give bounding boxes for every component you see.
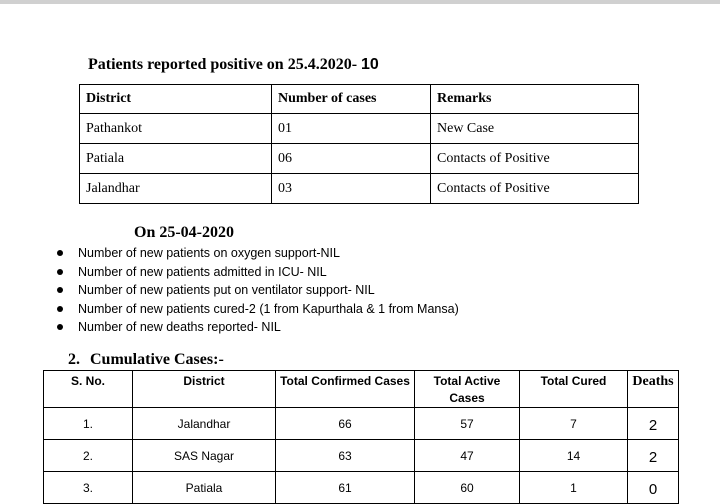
table-cell: Contacts of Positive [431,174,639,204]
list-item [57,318,459,337]
table-cell: 66 [276,408,415,440]
table-cell: 14 [520,440,628,472]
table-header-row [80,85,639,114]
bullet-icon [57,250,63,256]
table-cell: Patiala [80,144,272,174]
column-header: Total Confirmed Cases [276,371,415,408]
table-cell: 1 [520,472,628,504]
bullet-icon [57,306,63,312]
list-item [57,263,459,282]
list-item-text: Number of new patients on oxygen support-NIL [78,246,340,260]
column-header: Total Cured [520,371,628,408]
daily-positive-count: 10 [361,56,379,73]
table-cell: Contacts of Positive [431,144,639,174]
cumulative-heading [68,351,224,369]
table-cell: 2 [628,440,679,472]
table-cell: 2 [628,408,679,440]
table-cell: New Case [431,114,639,144]
daily-positive-title: Patients reported positive on 25.4.2020- [88,56,358,73]
list-item [57,244,459,263]
table-cell: 61 [276,472,415,504]
table-row [44,440,679,472]
table-cell: 0 [628,472,679,504]
column-header: District [80,85,272,114]
table-cell: 03 [272,174,431,204]
table-cell: Pathankot [80,114,272,144]
bullet-icon [57,324,63,330]
column-header: Remarks [431,85,639,114]
table-cell: 60 [415,472,520,504]
list-item-text: Number of new patients put on ventilator support- NIL [78,283,375,297]
bullet-icon [57,269,63,275]
table-cell: 63 [276,440,415,472]
table-cell: 01 [272,114,431,144]
table-cell: SAS Nagar [133,440,276,472]
column-header: S. No. [44,371,133,408]
cumulative-title: Cumulative Cases:- [90,351,224,368]
column-header: Number of cases [272,85,431,114]
table-cell: 2. [44,440,133,472]
daily-positive-heading [88,56,379,74]
list-item-text: Number of new patients admitted in ICU- NIL [78,264,327,279]
section-number: 2. [68,351,80,368]
bullet-icon [57,287,63,293]
table-row [44,408,679,440]
list-item [57,281,459,300]
table-cell: 3. [44,472,133,504]
cumulative-table [43,370,679,504]
daily-status-list [57,244,459,337]
table-row [80,144,639,174]
table-row [80,174,639,204]
list-item [57,300,459,319]
table-cell: 1. [44,408,133,440]
table-row [44,472,679,504]
column-header: Deaths [628,371,679,408]
table-cell: Jalandhar [133,408,276,440]
top-border-line [0,0,720,4]
daily-positive-table [79,84,639,204]
table-cell: Jalandhar [80,174,272,204]
table-cell: Patiala [133,472,276,504]
table-cell: 57 [415,408,520,440]
table-row [80,114,639,144]
list-item-text: Number of new deaths reported- NIL [78,320,281,334]
column-header: District [133,371,276,408]
date-heading: On 25-04-2020 [134,224,234,241]
table-cell: 7 [520,408,628,440]
table-cell: 06 [272,144,431,174]
table-cell: 47 [415,440,520,472]
column-header: Total Active Cases [415,371,520,408]
list-item-text: Number of new patients cured-2 (1 from Kapurthala & 1 from Mansa) [78,301,459,316]
table-header-row [44,371,679,408]
